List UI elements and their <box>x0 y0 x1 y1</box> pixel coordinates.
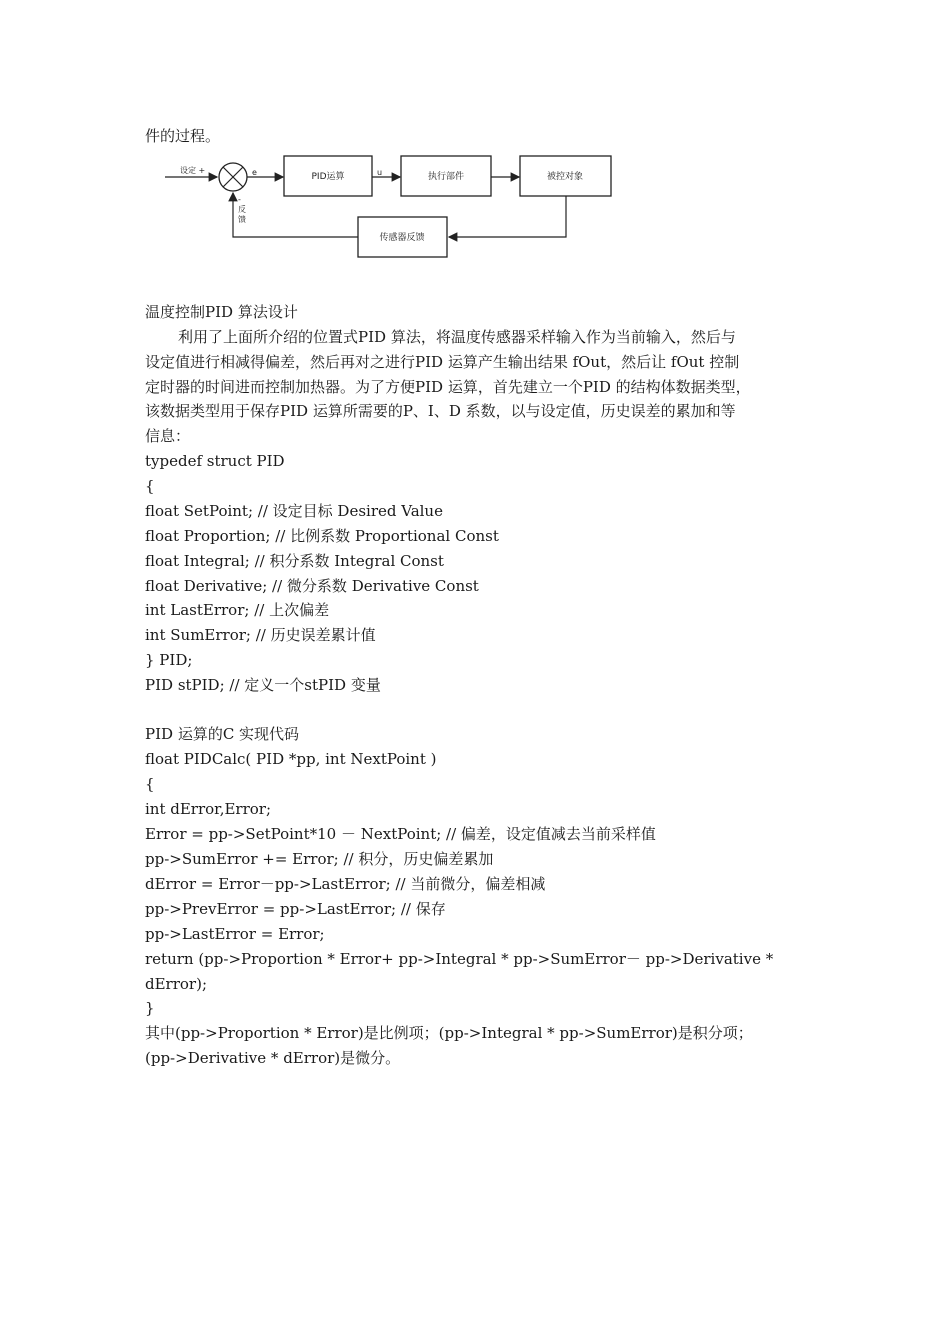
code-line: pp->PrevError = pp->LastError; // 保存 <box>145 900 446 918</box>
code-line: dError); <box>145 975 207 993</box>
code-line: PID stPID; // 定义一个stPID 变量 <box>145 676 381 694</box>
paragraph-line: 设定值进行相减得偏差，然后再对之进行PID 运算产生输出结果 fOut，然后让 fOut 控制 <box>145 353 740 371</box>
error-label: e <box>252 168 257 177</box>
code-line: Error = pp->SetPoint*10 － NextPoint; // 偏差，设定值减去当前采样值 <box>145 825 656 843</box>
code-line: pp->LastError = Error; <box>145 925 325 943</box>
code-line: float Derivative; // 微分系数 Derivative Const <box>145 577 479 595</box>
code-line: pp->SumError += Error; // 积分，历史偏差累加 <box>145 850 494 868</box>
feedback-path-out <box>449 196 566 237</box>
code-line: int LastError; // 上次偏差 <box>145 601 330 619</box>
code-line: { <box>145 477 155 495</box>
section-heading-temperature-pid: 温度控制PID 算法设计 <box>145 303 298 321</box>
intro-line: 件的过程。 <box>145 127 221 145</box>
code-line: float SetPoint; // 设定目标 Desired Value <box>145 502 443 520</box>
code-line: } <box>145 999 155 1017</box>
paragraph-line: (pp->Derivative * dError)是微分。 <box>145 1049 401 1067</box>
feedback-sign: - <box>238 195 241 204</box>
sensor-block-label: 传感器反馈 <box>379 233 425 243</box>
code-line: return (pp->Proportion * Error+ pp->Integral * pp->SumError－ pp->Derivative * <box>145 950 774 968</box>
paragraph-line: 信息： <box>145 427 191 445</box>
code-line: int SumError; // 历史误差累计值 <box>145 626 376 644</box>
setpoint-label: 设定 + <box>180 166 206 175</box>
summing-junction <box>219 163 247 191</box>
pid-block-label: PID运算 <box>311 172 345 182</box>
pid-block-diagram <box>160 150 630 260</box>
code-line: int dError,Error; <box>145 800 272 818</box>
section-heading-c-code: PID 运算的C 实现代码 <box>145 725 300 743</box>
feedback-path-in <box>233 193 358 237</box>
u-label: u <box>377 168 383 177</box>
paragraph-line: 其中(pp->Proportion * Error)是比例项；(pp->Integral * pp->SumError)是积分项； <box>145 1024 753 1042</box>
plant-block-label: 被控对象 <box>546 172 584 182</box>
code-line: typedef struct PID <box>145 452 285 470</box>
code-line: } PID; <box>145 651 193 669</box>
code-line: float Proportion; // 比例系数 Proportional Const <box>145 527 499 545</box>
feedback-label-1: 反 <box>238 205 246 214</box>
code-line: float Integral; // 积分系数 Integral Const <box>145 552 444 570</box>
paragraph-line: 利用了上面所介绍的位置式PID 算法，将温度传感器采样输入作为当前输入，然后与 <box>178 328 736 346</box>
code-line: float PIDCalc( PID *pp, int NextPoint ) <box>145 750 437 768</box>
actuator-block-label: 执行部件 <box>427 172 465 182</box>
code-line: { <box>145 775 155 793</box>
paragraph-line: 定时器的时间进而控制加热器。为了方便PID 运算，首先建立一个PID 的结构体数据类型， <box>145 378 751 396</box>
code-line: dError = Error－pp->LastError; // 当前微分，偏差相减 <box>145 875 546 893</box>
paragraph-line: 该数据类型用于保存PID 运算所需要的P、I、D 系数，以与设定值，历史误差的累加和等 <box>145 402 736 420</box>
feedback-label-2: 馈 <box>238 215 246 224</box>
